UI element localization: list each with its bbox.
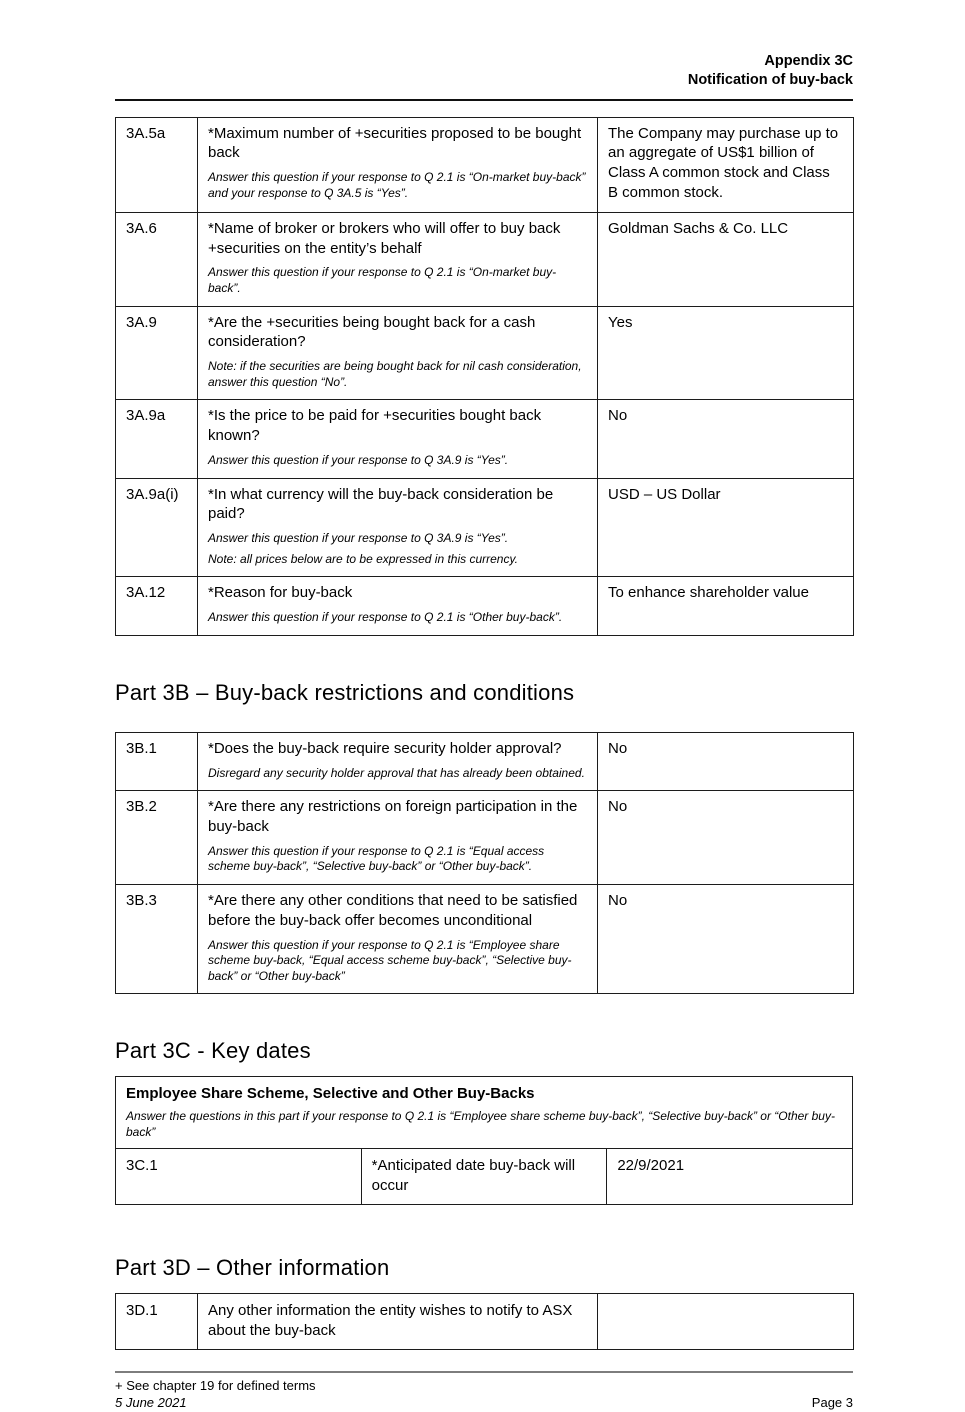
question-note: Answer this question if your response to Q 2.1 is “Other buy-back”. [208, 610, 563, 625]
header-rule [115, 99, 853, 101]
answer-cell: The Company may purchase up to an aggregate of US$1 billion of Class A common stock and Class B common stock. [598, 117, 854, 212]
question-cell [198, 212, 598, 306]
question-cell [198, 884, 598, 993]
question-cell [198, 732, 598, 790]
table-part-3a [115, 117, 854, 636]
scheme-header-title: Employee Share Scheme, Selective and Other Buy-Backs [126, 1085, 535, 1103]
question-text: *Is the price to be paid for +securities bought back known? [208, 407, 542, 445]
answer-cell: USD – US Dollar [598, 478, 854, 577]
question-note: Answer this question if your response to Q 2.1 is “On-market buy-back” and your response to Q 3A.5 is “Yes”. [208, 170, 586, 200]
question-note: Answer this question if your response to Q 3A.9 is “Yes”. [208, 453, 509, 468]
question-cell [198, 791, 598, 885]
question-cell [198, 478, 598, 577]
question-text: *Are the +securities being bought back for a cash consideration? [208, 313, 536, 351]
question-cell [198, 400, 598, 478]
answer-cell: 22/9/2021 [607, 1149, 853, 1205]
question-id: 3A.12 [116, 577, 198, 635]
question-cell [198, 306, 598, 400]
question-text: *Maximum number of +securities proposed to be bought back [208, 124, 582, 162]
question-cell [361, 1149, 607, 1205]
footer-date: 5 June 2021 [115, 1395, 187, 1411]
table-header-row-3c [116, 1077, 853, 1149]
table-row-3b3 [116, 884, 854, 993]
question-id: 3C.1 [116, 1149, 362, 1205]
answer-cell: No [598, 884, 854, 993]
table-row-3a9 [116, 306, 854, 400]
question-note: Note: if the securities are being bought back for nil cash consideration, answer this question “No”. [208, 359, 582, 389]
question-note: Answer this question if your response to Q 3A.9 is “Yes”. [208, 531, 509, 546]
question-note: Answer this question if your response to Q 2.1 is “On-market buy-back”. [208, 265, 557, 296]
question-text: *Reason for buy-back [208, 584, 353, 602]
page-number: Page 3 [811, 1395, 853, 1411]
answer-cell: No [598, 400, 854, 478]
question-id: 3A.9a(i) [116, 478, 198, 577]
question-text: *Does the buy-back require security holder approval? [208, 739, 562, 757]
question-note: Note: all prices below are to be expressed in this currency. [208, 551, 518, 566]
question-cell [198, 1293, 598, 1349]
footer-rule [115, 1371, 853, 1373]
question-id: 3A.5a [116, 117, 198, 212]
answer-cell: To enhance shareholder value [598, 577, 854, 635]
answer-cell: No [598, 791, 854, 885]
part-3c-heading: Part 3C - Key dates [115, 1038, 311, 1064]
table-row-3b2 [116, 791, 854, 885]
table-row-3a9ai [116, 478, 854, 577]
question-text: *Are there any restrictions on foreign participation in the buy-back [208, 798, 578, 835]
question-cell [198, 117, 598, 212]
document-header [115, 52, 853, 90]
document-title: Notification of buy-back [687, 71, 853, 88]
table-row-3a9a [116, 400, 854, 478]
answer-cell: Goldman Sachs & Co. LLC [598, 212, 854, 306]
table-row-3b1 [116, 732, 854, 790]
question-text: Any other information the entity wishes to notify to ASX about the buy-back [208, 1301, 573, 1339]
table-row-3c1 [116, 1149, 853, 1205]
question-text: *Are there any other conditions that need to be satisfied before the buy-back offer becomes unconditional [208, 891, 578, 929]
answer-cell [598, 1293, 854, 1349]
table-row-3d1 [116, 1293, 854, 1349]
answer-cell: Yes [598, 306, 854, 400]
table-part-3c [115, 1076, 853, 1205]
question-cell [198, 577, 598, 635]
question-id: 3A.6 [116, 212, 198, 306]
question-note: Disregard any security holder approval that has already been obtained. [208, 765, 585, 780]
question-id: 3B.3 [116, 884, 198, 993]
part-3d-heading: Part 3D – Other information [115, 1254, 390, 1280]
document-footer [115, 1371, 853, 1412]
scheme-header-cell [116, 1077, 853, 1149]
question-text: *Anticipated date buy-back will occur [371, 1157, 576, 1195]
part-3b-heading: Part 3B – Buy-back restrictions and conditions [115, 679, 575, 705]
question-id: 3A.9 [116, 306, 198, 400]
answer-cell: No [598, 732, 854, 790]
defined-terms-note: + See chapter 19 for defined terms [115, 1377, 316, 1393]
table-row-3a6 [116, 212, 854, 306]
footer-bottom-line [115, 1394, 853, 1412]
question-text: *In what currency will the buy-back consideration be paid? [208, 485, 554, 523]
question-id: 3B.1 [116, 732, 198, 790]
appendix-title: Appendix 3C [764, 53, 853, 69]
table-row-3a5a [116, 117, 854, 212]
scheme-header-note: Answer the questions in this part if your response to Q 2.1 is “Employee share scheme buy-back”, “Selective buy-back” or “Other buy-back” [126, 1109, 835, 1139]
table-part-3b [115, 732, 854, 995]
table-row-3a12 [116, 577, 854, 635]
question-note: Answer this question if your response to Q 2.1 is “Employee share scheme buy-back, “Equal access scheme buy-back”, “Selective buy-back” or “Other buy-back” [208, 937, 572, 983]
question-text: *Name of broker or brokers who will offer to buy back +securities on the entity’s behalf [208, 219, 561, 257]
question-id: 3B.2 [116, 791, 198, 885]
question-id: 3D.1 [116, 1293, 198, 1349]
table-part-3d [115, 1293, 854, 1350]
question-note: Answer this question if your response to Q 2.1 is “Equal access scheme buy-back”, “Selective buy-back” or “Other buy-back”. [208, 843, 545, 874]
question-id: 3A.9a [116, 400, 198, 478]
